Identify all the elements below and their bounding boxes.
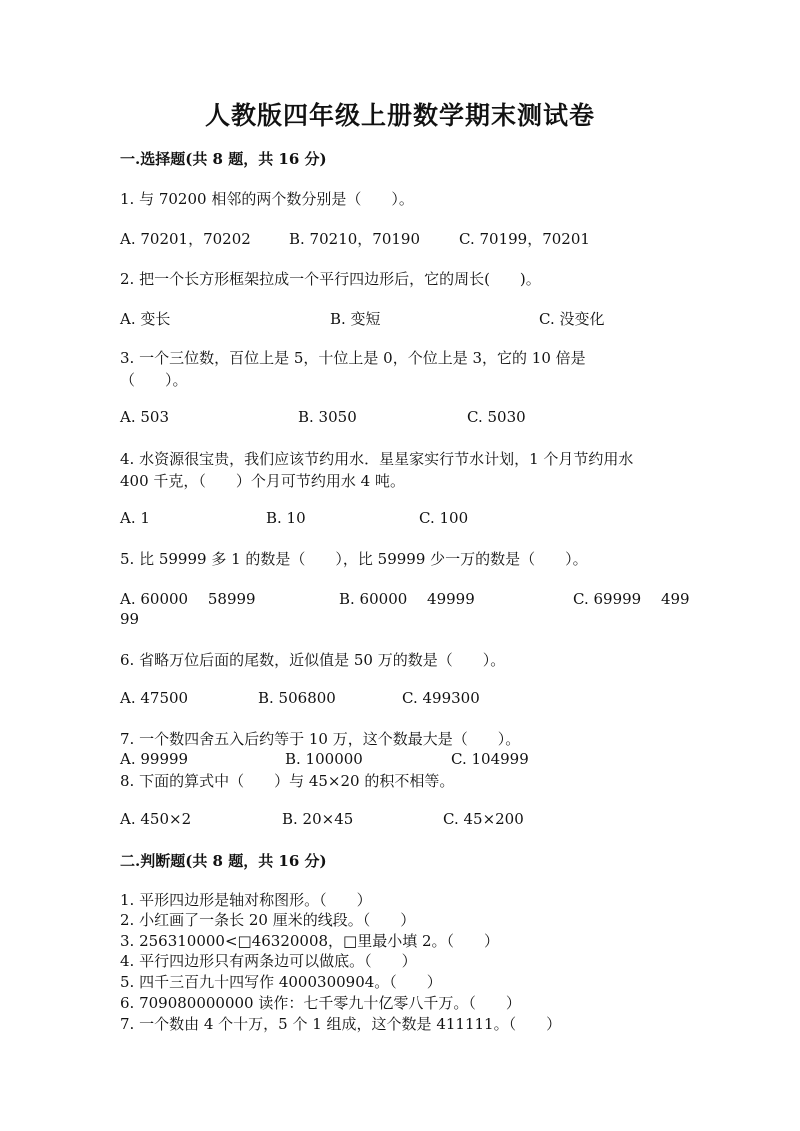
question-3-line-2: （ ）。: [120, 371, 188, 389]
q2-option-c: C. 没变化: [539, 310, 605, 328]
q2-option-b: B. 变短: [330, 310, 381, 328]
judge-item-6: 6. 709080000000 读作：七千零九十亿零八千万。（ ）: [120, 994, 521, 1012]
judge-item-3: 3. 256310000<□46320008，□里最小填 2。（ ）: [120, 932, 500, 950]
q7-option-a: A. 99999: [120, 750, 189, 768]
q1-option-b: B. 70210，70190: [289, 230, 420, 248]
judge-item-5: 5. 四千三百九十四写作 4000300904。（ ）: [120, 973, 442, 991]
q6-option-c: C. 499300: [402, 689, 480, 707]
q1-option-c: C. 70199，70201: [459, 230, 590, 248]
q2-option-a: A. 变长: [120, 310, 171, 328]
q6-option-b: B. 506800: [258, 689, 336, 707]
question-8: 8. 下面的算式中（ ）与 45×20 的积不相等。: [120, 772, 455, 790]
judge-item-2: 2. 小红画了一条长 20 厘米的线段。（ ）: [120, 911, 416, 929]
question-6: 6. 省略万位后面的尾数，近似值是 50 万的数是（ ）。: [120, 651, 506, 669]
question-1: 1. 与 70200 相邻的两个数分别是（ ）。: [120, 190, 414, 208]
q5-option-c: C. 69999 499: [573, 590, 690, 608]
q3-option-c: C. 5030: [467, 408, 526, 426]
q4-option-b: B. 10: [266, 509, 306, 527]
question-5: 5. 比 59999 多 1 的数是（ ），比 59999 少一万的数是（ ）。: [120, 550, 588, 568]
q8-option-a: A. 450×2: [120, 810, 192, 828]
question-3-line-1: 3. 一个三位数，百位上是 5，十位上是 0，个位上是 3，它的 10 倍是: [120, 349, 586, 367]
q3-option-b: B. 3050: [298, 408, 357, 426]
section-heading-choice: 一.选择题(共 8 题，共 16 分): [120, 150, 327, 168]
q6-option-a: A. 47500: [120, 689, 189, 707]
q5-option-a: A. 60000 58999: [120, 590, 256, 608]
section-heading-judge: 二.判断题(共 8 题，共 16 分): [120, 852, 327, 870]
q5-option-b: B. 60000 49999: [339, 590, 475, 608]
question-4-line-2: 400 千克，（ ）个月可节约用水 4 吨。: [120, 472, 405, 490]
judge-item-1: 1. 平形四边形是轴对称图形。（ ）: [120, 891, 372, 909]
q3-option-a: A. 503: [120, 408, 169, 426]
q8-option-b: B. 20×45: [282, 810, 354, 828]
q5-option-c-wrap: 99: [120, 610, 140, 628]
question-2: 2. 把一个长方形框架拉成一个平行四边形后，它的周长( )。: [120, 270, 541, 288]
question-7: 7. 一个数四舍五入后约等于 10 万，这个数最大是（ ）。: [120, 730, 521, 748]
q7-option-b: B. 100000: [285, 750, 363, 768]
q1-option-a: A. 70201，70202: [120, 230, 251, 248]
q4-option-c: C. 100: [419, 509, 469, 527]
q7-option-c: C. 104999: [451, 750, 529, 768]
q4-option-a: A. 1: [120, 509, 150, 527]
judge-item-7: 7. 一个数由 4 个十万，5 个 1 组成，这个数是 411111。（ ）: [120, 1015, 562, 1033]
judge-item-4: 4. 平行四边形只有两条边可以做底。（ ）: [120, 952, 417, 970]
question-4-line-1: 4. 水资源很宝贵，我们应该节约用水．星星家实行节水计划，1 个月节约用水: [120, 450, 634, 468]
exam-title: 人教版四年级上册数学期末测试卷: [204, 101, 595, 130]
q8-option-c: C. 45×200: [443, 810, 524, 828]
